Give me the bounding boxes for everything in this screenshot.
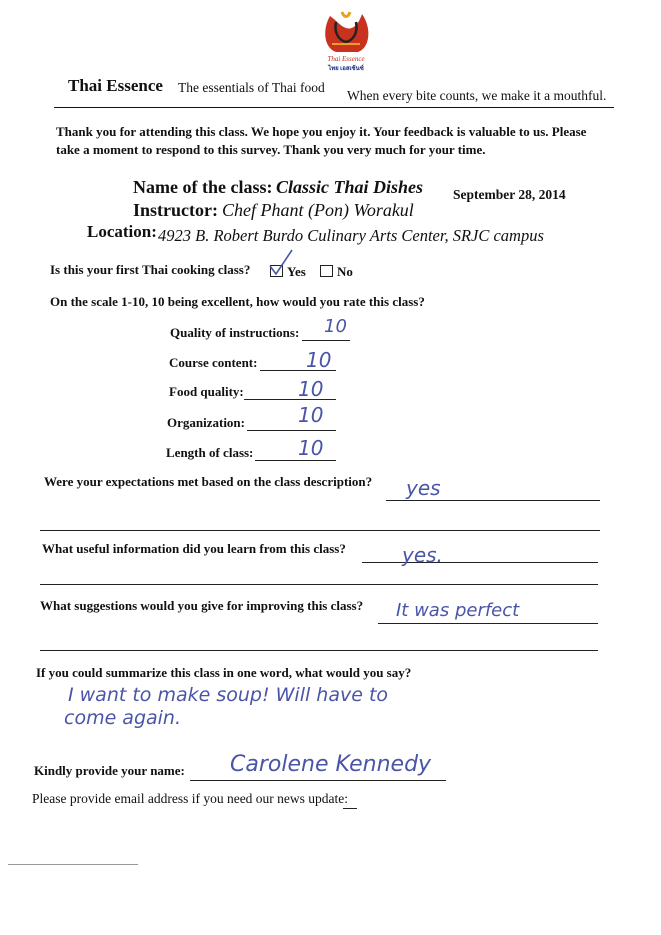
useful-extra-line bbox=[40, 584, 598, 585]
suggestions-question: What suggestions would you give for improving this class? bbox=[40, 598, 364, 613]
useful-answer-line bbox=[362, 562, 598, 563]
name-answer: Carolene Kennedy bbox=[230, 752, 432, 777]
email-label: Please provide email address if you need our news update: bbox=[32, 791, 349, 806]
name-label: Kindly provide your name: bbox=[34, 763, 185, 778]
brand-name: Thai Essence bbox=[68, 76, 163, 95]
first-class-no-option[interactable] bbox=[320, 264, 353, 280]
intro-line-2: take a moment to respond to this survey. Thank you very much for your time. bbox=[56, 142, 486, 157]
rating-value-organization: 10 bbox=[298, 403, 324, 427]
rating-label-organization: Organization: bbox=[167, 415, 245, 430]
location-value: 4923 B. Robert Burdo Culinary Arts Center, SRJC campus bbox=[158, 226, 544, 245]
class-name-value: Classic Thai Dishes bbox=[276, 177, 424, 197]
summary-answer-line-2: come again. bbox=[64, 707, 182, 729]
name-answer-line bbox=[190, 780, 446, 781]
rating-value-length: 10 bbox=[298, 436, 324, 460]
header-divider bbox=[54, 107, 614, 108]
expectations-answer-line bbox=[386, 500, 600, 501]
suggestions-extra-line bbox=[40, 650, 598, 651]
intro-line-1: Thank you for attending this class. We hope you enjoy it. Your feedback is valuable to us. Please bbox=[56, 124, 587, 139]
rating-label-content: Course content: bbox=[169, 355, 258, 370]
yes-label: Yes bbox=[287, 264, 306, 279]
footer-divider bbox=[8, 864, 138, 865]
rating-label-length: Length of class: bbox=[166, 445, 254, 460]
brand-tagline: The essentials of Thai food bbox=[178, 80, 325, 95]
instructor-label: Instructor: bbox=[133, 200, 218, 220]
location-label: Location: bbox=[87, 222, 157, 241]
logo-thai-text: ไทย เอสเซ้นซ์ bbox=[328, 66, 364, 72]
class-date: September 28, 2014 bbox=[453, 187, 566, 202]
brand-slogan: When every bite counts, we make it a mouthful. bbox=[347, 88, 607, 103]
instructor-value: Chef Phant (Pon) Worakul bbox=[222, 200, 414, 220]
rating-line-instructions bbox=[302, 340, 350, 341]
expectations-answer: yes bbox=[406, 476, 441, 500]
rating-line-organization bbox=[247, 430, 336, 431]
useful-question: What useful information did you learn from this class? bbox=[42, 541, 346, 556]
expectations-extra-line bbox=[40, 530, 600, 531]
useful-answer: yes. bbox=[402, 543, 443, 567]
rating-value-instructions: 10 bbox=[324, 316, 347, 337]
rating-value-food: 10 bbox=[298, 377, 324, 401]
summary-answer-line-1: I want to make soup! Will have to bbox=[68, 684, 389, 706]
logo-text: Thai Essence bbox=[327, 55, 365, 63]
expectations-question: Were your expectations met based on the class description? bbox=[44, 474, 373, 489]
first-class-question: Is this your first Thai cooking class? bbox=[50, 262, 251, 277]
no-checkbox[interactable] bbox=[320, 265, 333, 277]
rating-value-content: 10 bbox=[306, 348, 332, 372]
rating-label-food: Food quality: bbox=[169, 384, 244, 399]
suggestions-answer-line bbox=[378, 623, 598, 624]
class-name-label: Name of the class: bbox=[133, 177, 273, 197]
rating-line-length bbox=[255, 460, 336, 461]
summary-question: If you could summarize this class in one word, what would you say? bbox=[36, 665, 412, 680]
email-answer-line bbox=[343, 808, 357, 809]
thai-essence-logo bbox=[318, 8, 374, 74]
suggestions-answer: It was perfect bbox=[396, 600, 520, 621]
no-label: No bbox=[337, 264, 353, 279]
yes-checkmark bbox=[266, 248, 296, 278]
rating-question: On the scale 1-10, 10 being excellent, how would you rate this class? bbox=[50, 294, 425, 309]
rating-label-instructions: Quality of instructions: bbox=[170, 325, 300, 340]
